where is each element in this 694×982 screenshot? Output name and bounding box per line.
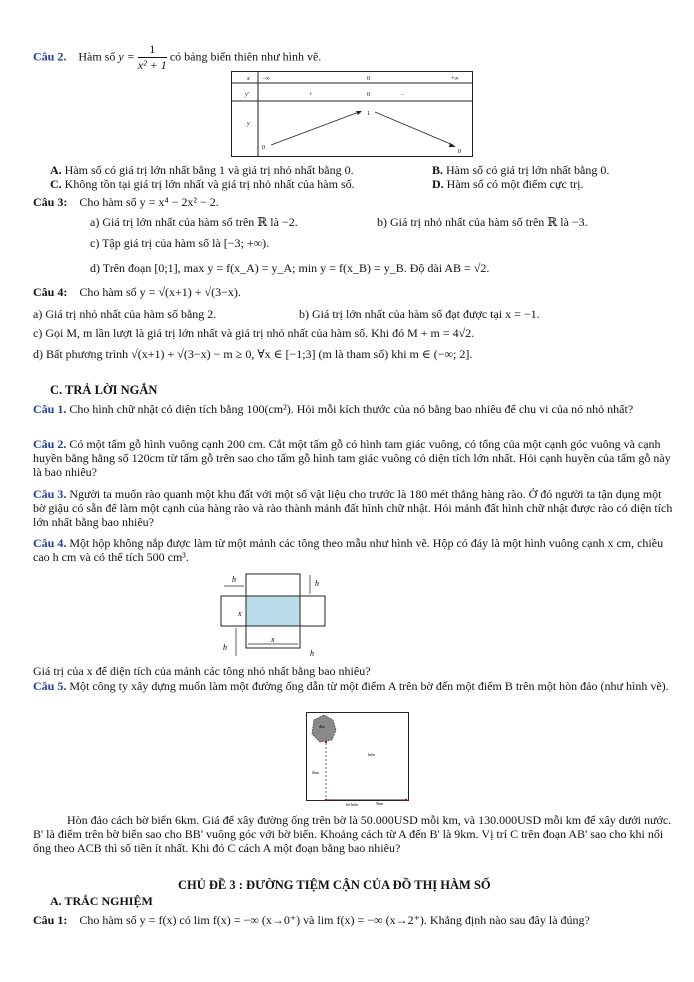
q2-stem — [33, 42, 321, 73]
q2-prefix: Hàm số — [78, 49, 116, 64]
length-label: 9km — [376, 801, 384, 806]
short-q5 — [33, 679, 675, 693]
q2-option-d-text: Hàm số có một điểm cực trị. — [446, 177, 584, 191]
section-a-title: A. TRẮC NGHIỆM — [50, 894, 153, 908]
net-label-h-right: h — [315, 579, 319, 588]
q3-label: Câu 3: — [33, 195, 68, 209]
q2-option-a-text: Hàm số có giá trị lớn nhất bằng 1 và giá trị nhỏ nhất bằng 0. — [64, 163, 354, 177]
shore-label: bờ biển — [346, 802, 359, 807]
q2-option-c-letter: C. — [50, 177, 62, 191]
q2-option-b — [432, 163, 609, 178]
short-q3 — [33, 487, 675, 529]
topic-3-title: CHỦ ĐỀ 3 : ĐƯỜNG TIỆM CẬN CỦA ĐỒ THỊ HÀM SỐ — [178, 878, 491, 892]
short-q3-label: Câu 3. — [33, 487, 67, 501]
short-q4-ask: Giá trị của x để diện tích của mảnh các tông nhỏ nhất bằng bao nhiêu? — [33, 664, 371, 678]
q2-frac-num: 1 — [138, 42, 167, 58]
topic-3-q1-text: Cho hàm số y = f(x) có lim f(x) = −∞ (x→0⁺) và lim f(x) = −∞ (x→2⁺). Khẳng định nào sau đây là đúng? — [79, 913, 590, 927]
island-label: đảo — [319, 724, 325, 729]
short-q1-text: Cho hình chữ nhật có diện tích bằng 100(cm²). Hỏi mỗi kích thước của nó bằng bao nhiêu để chu vi của nó nhỏ nhất? — [69, 402, 634, 416]
q2-option-d — [432, 177, 583, 192]
net-left-flap — [221, 596, 246, 626]
short-q2-text: Có một tấm gỗ hình vuông cạnh 200 cm. Cắt một tấm gỗ có hình tam giác vuông, có tổng của một cạnh góc vuông và cạnh huyền bằng hằng số 120cm từ tấm gỗ trên sao cho tấm gỗ hình tam giác vuông có diện tích lớn nhất. Hỏi cạnh huyền của tấm gỗ này là bao nhiêu? — [33, 437, 671, 479]
decreasing-arrow — [375, 112, 453, 145]
row-x: x — [247, 76, 250, 82]
q3-item-d: d) Trên đoạn [0;1], max y = f(x_A) = y_A; min y = f(x_B) = y_B. Độ dài AB = √2. — [90, 261, 490, 275]
q2-option-a-letter: A. — [50, 163, 62, 177]
yp-val-1: + — [309, 92, 313, 98]
topic-3-q1-label: Câu 1: — [33, 913, 68, 927]
x-val-1: −∞ — [262, 76, 270, 82]
y-val-3: 0 — [458, 149, 461, 155]
variation-table — [231, 71, 473, 157]
q4-stem-text: Cho hàm số y = √(x+1) + √(3−x). — [79, 285, 241, 299]
net-label-h-top: h — [232, 575, 236, 584]
y-val-1: 0 — [262, 145, 265, 151]
point-a — [405, 799, 407, 801]
point-b-prime — [325, 799, 327, 801]
section-c-title: C. TRẢ LỜI NGẮN — [50, 383, 158, 397]
box-net-figure — [218, 572, 330, 658]
net-label-h-bottom: h — [310, 649, 314, 658]
q2-frac-den: x² + 1 — [137, 58, 167, 72]
short-q5-text: Một công ty xây dựng muốn làm một đường ống dẫn từ một điểm A trên bờ đến một điểm B trên một hòn đảo (như hình vẽ). — [69, 679, 669, 693]
net-top-flap — [246, 574, 300, 596]
q2-option-d-letter: D. — [432, 177, 444, 191]
yp-val-2: 0 — [367, 92, 370, 98]
q4-item-d: d) Bất phương trình √(x+1) + √(3−x) − m ≥ 0, ∀x ∈ [−1;3] (m là tham số) khi m ∈ (−∞; 2]. — [33, 347, 473, 361]
q3-stem-text: Cho hàm số y = x⁴ − 2x² − 2. — [79, 195, 219, 209]
sea-label: biển — [368, 752, 375, 757]
q4-item-a: a) Giá trị nhỏ nhất của hàm số bằng 2. — [33, 307, 217, 321]
q3-item-c: c) Tập giá trị của hàm số là [−3; +∞). — [90, 236, 270, 250]
q2-option-c — [50, 177, 355, 192]
short-q5-label: Câu 5. — [33, 679, 67, 693]
net-base — [246, 596, 300, 626]
q4-item-b: b) Giá trị lớn nhất của hàm số đạt được tại x = −1. — [299, 307, 540, 321]
row-yprime: y' — [245, 92, 249, 98]
y-val-2: 1 — [367, 111, 370, 117]
distance-label: 6km — [312, 770, 320, 775]
q3-item-b: b) Giá trị nhỏ nhất của hàm số trên ℝ là −3. — [377, 215, 588, 229]
q2-option-b-letter: B. — [432, 163, 444, 177]
increasing-arrow — [271, 112, 359, 145]
short-q3-text: Người ta muốn rào quanh một khu đất với một số vật liệu cho trước là 180 mét thẳng hàng rào. Ở đó người ta tận dụng một bờ giậu có sẵn để làm một cạnh của hàng rào và rào thành mảnh đất hình chữ nhật. Hỏi mảnh đất hình chữ nhật được rào có diện tích lớn nhất bằng bao nhiêu? — [33, 487, 673, 529]
row-y: y — [247, 121, 250, 127]
q2-label: Câu 2. — [33, 49, 67, 64]
net-label-x-bottom: x — [271, 635, 275, 644]
net-right-flap — [300, 596, 325, 626]
q2-y-eq: y = — [118, 49, 135, 64]
short-q1 — [33, 402, 675, 416]
yp-val-3: − — [401, 92, 405, 98]
q4-item-c: c) Gọi M, m lần lượt là giá trị lớn nhất và giá trị nhỏ nhất của hàm số. Khi đó M + m = 4√2. — [33, 326, 475, 340]
short-q5-body: Hòn đảo cách bờ biển 6km. Giá để xây đường ống trên bờ là 50.000USD mỗi km, và 130.000USD mỗi km để xây dưới nước. B' là điểm trên bờ biển sao cho BB' vuông góc với bờ biển. Khoảng cách từ A đến B' là 9km. Vị trí C trên đoạn AB' sao cho khi nối ống theo ACB thì số tiền ít nhất. Khi đó C cách A một đoạn bằng bao nhiêu? — [33, 813, 672, 855]
x-val-2: 0 — [367, 76, 370, 82]
q2-fraction — [138, 42, 167, 73]
net-label-h-left: h — [223, 643, 227, 652]
short-q4-label: Câu 4. — [33, 536, 67, 550]
q2-option-a — [50, 163, 354, 178]
topic-3-q1 — [33, 913, 590, 928]
q3-item-a: a) Giá trị lớn nhất của hàm số trên ℝ là −2. — [90, 215, 298, 229]
q2-suffix: có bảng biến thiên như hình vẽ. — [169, 49, 322, 64]
q2-option-c-text: Không tồn tại giá trị lớn nhất và giá trị nhỏ nhất của hàm số. — [64, 177, 355, 191]
short-q4-text: Một hộp không nắp được làm từ một mảnh các tông theo mẫu như hình vẽ. Hộp có đáy là một hình vuông cạnh x cm, chiều cao h cm và có thể tích 500 cm³. — [33, 536, 664, 564]
short-q4 — [33, 536, 675, 564]
short-q2 — [33, 437, 675, 479]
net-label-x-side: x — [238, 609, 242, 618]
q4-stem — [33, 285, 241, 300]
q3-stem — [33, 195, 219, 210]
q2-option-b-text: Hàm số có giá trị lớn nhất bằng 0. — [446, 163, 610, 177]
island-figure — [306, 712, 410, 808]
point-b — [325, 741, 327, 743]
short-q2-label: Câu 2. — [33, 437, 67, 451]
x-val-3: +∞ — [451, 76, 459, 82]
q4-label: Câu 4: — [33, 285, 68, 299]
decreasing-arrow-head — [449, 143, 456, 147]
short-q1-label: Câu 1. — [33, 402, 67, 416]
